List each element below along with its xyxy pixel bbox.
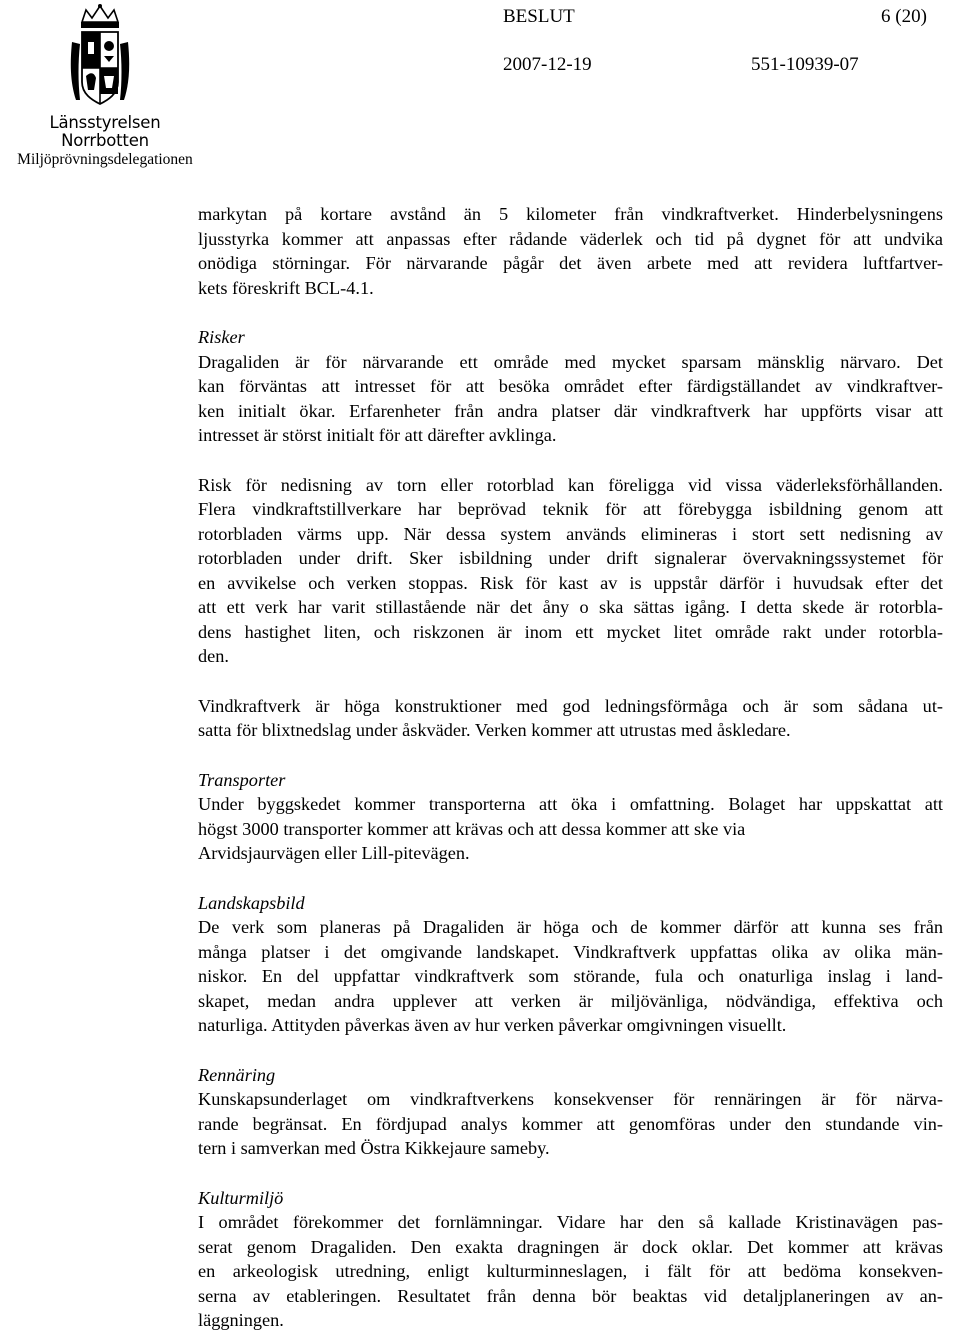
text-line: Kunskapsunderlaget om vindkraftverkens konsekvenser för rennäringen är för närva- [198,1089,943,1109]
text-line: rotorbladen under drift. Sker isbildning under drift signalerar övervakningssystemet för [198,548,943,568]
risker-paragraph-3 [198,694,943,743]
section-heading-kulturmiljo: Kulturmiljö [198,1187,284,1208]
risker-paragraph-2 [198,473,943,669]
text-line: den. [198,646,229,666]
document-reference: 551-10939-07 [751,54,859,75]
document-date: 2007-12-19 [503,54,592,75]
agency-delegation: Miljöprövningsdelegationen [17,150,193,168]
text-line: I området förekommer det fornlämningar. Vidare har den så kallade Kristinavägen pas- [198,1212,943,1232]
text-line: onödiga störningar. För närvarande pågår det även arbete med att revidera luftfartver- [198,253,943,273]
text-line: kets föreskrift BCL-4.1. [198,277,374,298]
text-line: serna av etableringen. Resultatet från denna bör beaktas vid detaljplaneringen av an- [198,1285,943,1306]
kulturmiljo-paragraph [198,1210,943,1333]
section-heading-transporter: Transporter [198,769,286,790]
text-line: Arvidsjaurvägen eller Lill-pitevägen. [198,843,470,863]
text-line: högst 3000 transporter kommer att krävas och att dessa kommer att ske via [198,818,746,839]
text-line: tern i samverkan med Östra Kikkejaure sameby. [198,1138,550,1158]
transporter-paragraph [198,792,943,866]
document-body [198,202,943,1333]
agency-county: Norrbotten [61,131,149,151]
text-line: läggningen. [198,1310,284,1330]
section-heading-landskapsbild: Landskapsbild [198,892,305,913]
text-line: De verk som planeras på Dragaliden är höga och de kommer därför att kunna ses från [198,917,943,937]
document-type: BESLUT [503,6,575,27]
text-line: skapet, medan andra upplever att verken är miljövänliga, nödvändiga, effektiva och [198,990,943,1011]
landskapsbild-paragraph [198,915,943,1038]
text-line: en avvikelse och verken stoppas. Risk för kast av is uppstår därför i huvudsak efter det [198,572,943,593]
text-line: Vindkraftverk är höga konstruktioner med god ledningsförmåga och är som sådana ut- [198,695,943,716]
agency-block [0,114,210,168]
text-line: serat genom Dragaliden. Den exakta dragningen är dock oklar. Det kommer att krävas [198,1236,943,1257]
section-heading-rennaring: Rennäring [198,1064,276,1085]
text-line: ljusstyrka kommer att anpassas efter rådande väderlek och tid på dygnet för att undvika [198,228,943,249]
coat-of-arms-icon [68,2,132,108]
section-heading-risker: Risker [198,327,245,347]
text-line: satta för blixtnedslag under åskväder. Verken kommer att utrustas med åskledare. [198,720,791,740]
text-line: Flera vindkraftstillverkare har beprövad teknik för att förebygga isbildning genom att [198,499,943,519]
text-line: många platser i det omgivande landskapet. Vindkraftverk uppfattas olika av olika män- [198,941,943,962]
text-line: dens hastighet liten, och riskzonen är inom ett mycket litet område rakt under rotorbla- [198,621,943,642]
risker-paragraph-1 [198,350,943,448]
text-line: Under byggskedet kommer transporterna att öka i omfattning. Bolaget har uppskattat att [198,794,943,814]
text-line: naturliga. Attityden påverkas även av hur verken påverkar omgivningen visuellt. [198,1015,787,1035]
text-line: Risk för nedisning av torn eller rotorblad kan föreligga vid vissa väderleksförhållanden. [198,474,943,495]
text-line: kan förväntas att intresset för att besöka området efter färdigställandet av vindkraftver- [198,376,943,396]
text-line: intresset är störst initialt för att därefter avklinga. [198,425,557,445]
agency-name: Länsstyrelsen [49,113,161,132]
rennaring-paragraph [198,1087,943,1161]
text-line: att ett verk har varit stillastående när det åny o ska sättas igång. I detta skede är rotorbla- [198,597,943,617]
text-line: Dragaliden är för närvarande ett område med mycket sparsam mänsklig närvaro. Det [198,351,943,372]
coat-of-arms-logo [68,2,132,108]
intro-paragraph [198,202,943,300]
text-line: rande begränsat. En fördjupad analys kommer att genomföras under den stundande vin- [198,1113,943,1134]
text-line: en arkeologisk utredning, enligt kulturminneslagen, i fält för att bedöma konsekven- [198,1261,943,1281]
text-line: ken initialt ökar. Erfarenheter från andra platser där vindkraftverk har uppförts visar att [198,400,943,421]
text-line: niskor. En del uppfattar vindkraftverk som störande, fula och onaturliga inslag i land- [198,966,943,986]
page-number: 6 (20) [881,6,927,27]
text-line: markytan på kortare avstånd än 5 kilometer från vindkraftverket. Hinderbelysningens [198,204,943,224]
text-line: rotorbladen värms upp. När dessa system används elimineras i stort sett nedisning av [198,523,943,544]
